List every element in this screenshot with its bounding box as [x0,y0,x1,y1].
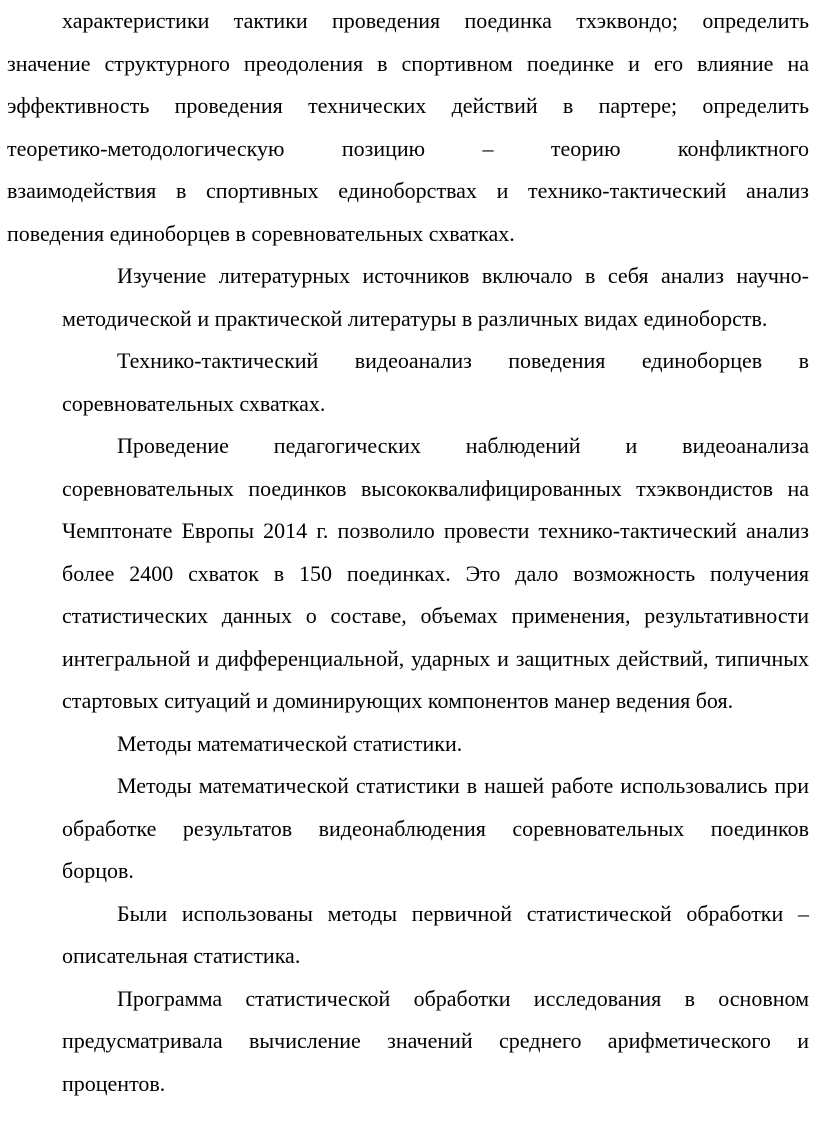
paragraph-8-line-3: процентов. [62,1070,166,1096]
paragraph-1-line-2: значение структурного преодоления в спортивном поединке и его влияние на [7,50,809,76]
paragraph-2-line-1: Изучение литературных источников включало в себя анализ научно- [117,263,809,288]
paragraph-7-line-2: описательная статистика. [62,943,301,968]
paragraph-1-line-5: взаимодействия в спортивных единоборствах и технико-тактический анализ [7,178,809,203]
paragraph-4-line-3: Чемптонате Европы 2014 г. позволило провести технико-тактический анализ [62,518,809,543]
paragraph-1-line-4: теоретико-методологическую позицию – теорию конфликтного [7,135,809,161]
paragraph-8-line-1: Программа статистической обработки исследования в основном [117,985,809,1011]
paragraph-7-line-1: Были использованы методы первичной статистической обработки – [117,900,809,926]
paragraph-1-line-3: эффективность проведения технических действий в партере; определить [7,93,809,118]
document-body [7,0,809,1105]
paragraph-4-line-7: стартовых ситуаций и доминирующих компонентов манер ведения боя. [62,688,734,713]
paragraph-3-line-1: Технико-тактический видеоанализ поведения единоборцев в [117,348,809,373]
paragraph-3-line-2: соревновательных схватках. [62,390,326,416]
paragraph-2-line-2: методической и практической литературы в различных видах единоборств. [62,305,768,331]
paragraph-6-line-3: борцов. [62,858,134,883]
paragraph-4-line-6: интегральной и дифференциальной, ударных и защитных действий, типичных [62,645,809,671]
paragraph-4-line-4: более 2400 схваток в 150 поединках. Это дало возможность получения [62,560,809,586]
paragraph-6-line-1: Методы математической статистики в нашей работе использовались при [117,773,809,798]
paragraph-7 [7,893,809,978]
paragraph-4 [7,425,809,723]
paragraph-3 [7,340,809,425]
paragraph-8-line-2: предусматривала вычисление значений среднего арифметического и [62,1028,809,1053]
paragraph-1-line-1: характеристики тактики проведения поединка тхэквондо; определить [62,8,809,33]
paragraph-6-line-2: обработке результатов видеонаблюдения соревновательных поединков [62,815,809,841]
paragraph-4-line-2: соревновательных поединков высококвалифицированных тхэквондистов на [62,475,809,501]
paragraph-8 [7,978,809,1106]
paragraph-1 [7,0,809,255]
paragraph-4-line-1: Проведение педагогических наблюдений и видеоанализа [117,433,809,458]
paragraph-2 [7,255,809,340]
paragraph-1-line-6: поведения единоборцев в соревновательных схватках. [7,220,515,246]
paragraph-5-line-1: Методы математической статистики. [117,730,463,756]
paragraph-4-line-5: статистических данных о составе, объемах применения, результативности [62,603,809,628]
paragraph-6 [7,765,809,893]
paragraph-5 [7,723,809,766]
